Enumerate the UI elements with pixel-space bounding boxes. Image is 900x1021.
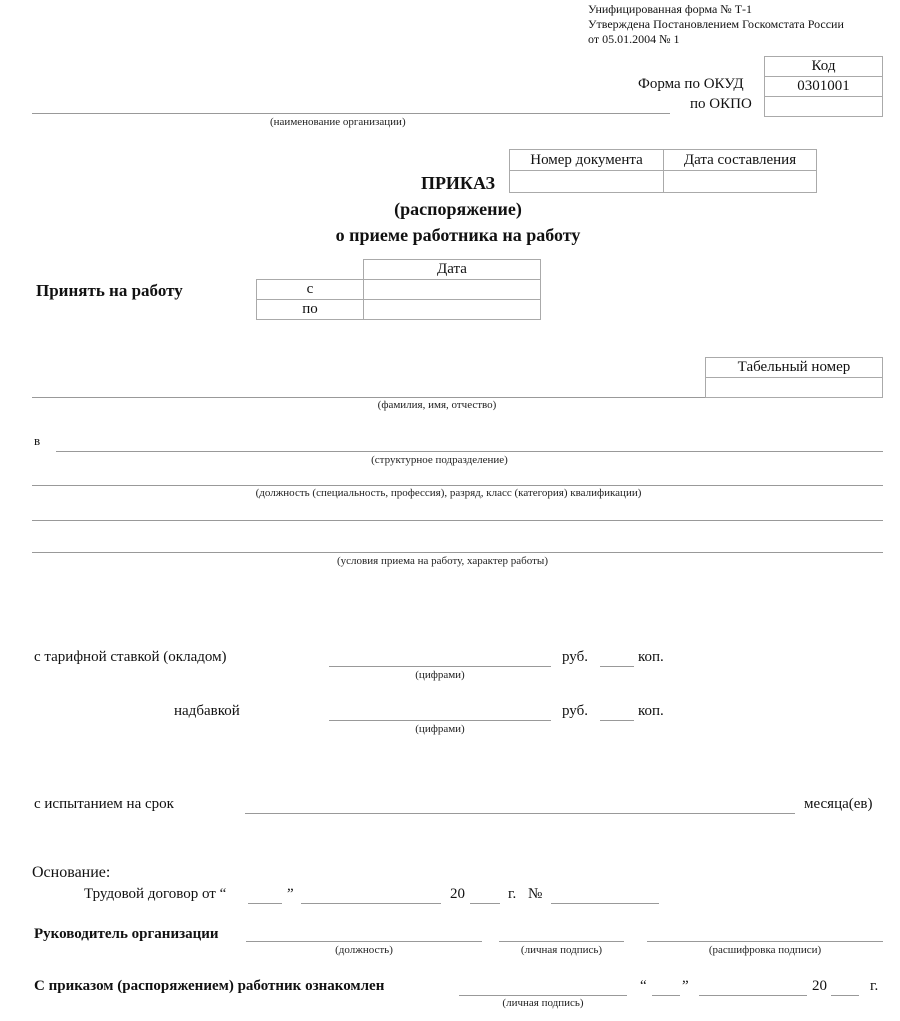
okpo-value-cell[interactable] — [765, 97, 883, 117]
contract-year-line[interactable] — [470, 884, 500, 904]
conditions-line-2[interactable] — [32, 533, 883, 553]
okpo-label: по ОКПО — [690, 96, 752, 112]
hire-to-label: по — [257, 300, 364, 320]
org-name-hint: (наименование организации) — [270, 116, 406, 128]
ack-year-prefix: 20 — [812, 978, 827, 994]
hire-from-cell[interactable] — [364, 280, 541, 300]
head-signature-line[interactable] — [499, 922, 624, 942]
okud-label: Форма по ОКУД — [638, 76, 744, 92]
rate-kop-label: коп. — [638, 649, 664, 665]
tab-number-table — [705, 357, 883, 398]
in-label: в — [34, 433, 41, 448]
position-hint: (должность (специальность, профессия), разряд, класс (категория) квалификации) — [255, 487, 642, 499]
approval-line: Утверждена Постановлением Госкомстата России — [588, 17, 844, 31]
bonus-label: надбавкой — [174, 703, 240, 719]
title-line3: о приеме работника на работу — [335, 225, 581, 245]
contract-prefix: Трудовой договор от “ — [84, 886, 227, 902]
contract-number-line[interactable] — [551, 884, 659, 904]
ack-quote-close: ” — [682, 978, 689, 994]
fio-line[interactable] — [32, 378, 705, 398]
title-line2: (распоряжение) — [394, 199, 522, 219]
doc-date-cell[interactable] — [664, 171, 817, 193]
contract-month-line[interactable] — [301, 884, 441, 904]
contract-number-sign: № — [528, 886, 543, 902]
hire-label: Принять на работу — [36, 281, 183, 300]
rate-label: с тарифной ставкой (окладом) — [34, 649, 227, 665]
ack-day-line[interactable] — [652, 976, 680, 996]
title-line1: ПРИКАЗ — [420, 173, 496, 193]
contract-day-line[interactable] — [248, 884, 282, 904]
rate-rub-line[interactable] — [329, 647, 551, 667]
code-header: Код — [765, 57, 883, 77]
hire-to-cell[interactable] — [364, 300, 541, 320]
hire-date-table — [256, 259, 541, 320]
approval-date-line: от 05.01.2004 № 1 — [588, 32, 680, 46]
hire-from-label: с — [257, 280, 364, 300]
position-line[interactable] — [32, 466, 883, 486]
ack-signature-hint: (личная подпись) — [502, 997, 584, 1009]
head-signature-hint: (личная подпись) — [520, 944, 603, 956]
contract-year-prefix: 20 — [450, 886, 465, 902]
ack-signature-line[interactable] — [459, 976, 627, 996]
doc-number-header: Номер документа — [510, 150, 664, 171]
fio-hint: (фамилия, имя, отчество) — [377, 399, 497, 411]
page-title — [300, 170, 616, 248]
hire-date-header: Дата — [364, 260, 541, 280]
contract-quote-close: ” — [287, 886, 294, 902]
ack-year-suffix: г. — [870, 978, 879, 994]
ack-label: С приказом (распоряжением) работник ознакомлен — [34, 978, 385, 994]
contract-year-suffix: г. — [508, 886, 517, 902]
head-position-hint: (должность) — [335, 944, 393, 956]
ack-year-line[interactable] — [831, 976, 859, 996]
ack-quote-open: “ — [640, 978, 647, 994]
bonus-rub-line[interactable] — [329, 701, 551, 721]
basis-label: Основание: — [32, 864, 111, 881]
tab-number-cell[interactable] — [706, 378, 883, 398]
rate-rub-label: руб. — [562, 649, 588, 665]
dept-hint: (структурное подразделение) — [371, 454, 508, 466]
tab-number-header: Табельный номер — [706, 358, 883, 378]
bonus-kop-line[interactable] — [600, 701, 634, 721]
form-header — [588, 2, 844, 47]
rate-digits-hint: (цифрами) — [415, 669, 465, 681]
head-decode-hint: (расшифровка подписи) — [708, 944, 822, 956]
probation-label: с испытанием на срок — [34, 796, 174, 812]
dept-line[interactable] — [56, 432, 883, 452]
org-name-line[interactable] — [32, 96, 670, 114]
probation-unit: месяца(ев) — [804, 796, 873, 812]
rate-kop-line[interactable] — [600, 647, 634, 667]
head-position-line[interactable] — [246, 922, 482, 942]
conditions-line-1[interactable] — [32, 501, 883, 521]
code-table — [764, 56, 883, 117]
form-type-line: Унифицированная форма № Т-1 — [588, 2, 753, 16]
doc-date-header: Дата составления — [664, 150, 817, 171]
bonus-rub-label: руб. — [562, 703, 588, 719]
ack-month-line[interactable] — [699, 976, 807, 996]
head-decode-line[interactable] — [647, 922, 883, 942]
probation-line[interactable] — [245, 794, 795, 814]
okud-value-cell[interactable]: 0301001 — [765, 77, 883, 97]
conditions-hint: (условия приема на работу, характер работы) — [337, 555, 548, 567]
bonus-digits-hint: (цифрами) — [415, 723, 465, 735]
head-label: Руководитель организации — [34, 926, 219, 942]
bonus-kop-label: коп. — [638, 703, 664, 719]
